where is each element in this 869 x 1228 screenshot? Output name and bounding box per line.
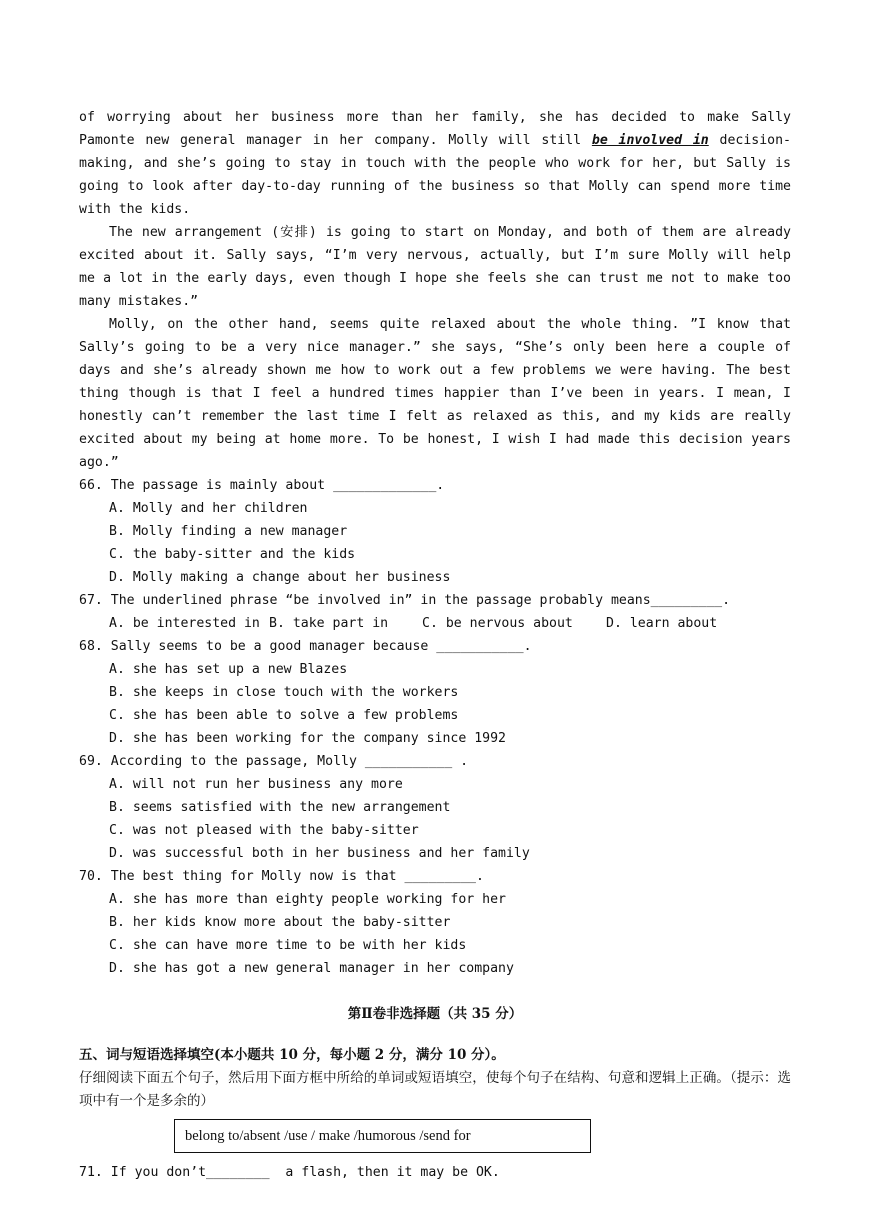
question-71: 71. If you don’t________ a flash, then it may be OK. xyxy=(79,1165,500,1180)
option-c: C. the baby-sitter and the kids xyxy=(109,547,356,562)
question-67 xyxy=(79,589,791,635)
question-68 xyxy=(79,635,791,750)
section-2-title: 第Ⅱ卷非选择题（共 35 分） xyxy=(347,1006,523,1022)
question-stem: 70. The best thing for Molly now is that _________. xyxy=(79,869,484,884)
part-5-instructions: 仔细阅读下面五个句子，然后用下面方框中所给的单词或短语填空，使每个句子在结构、句意和逻辑上正确。（提示：选项中有一个是多余的） xyxy=(79,1070,791,1109)
question-69 xyxy=(79,750,791,865)
option-a: A. be interested in xyxy=(109,616,260,631)
option-b: B. seems satisfied with the new arrangement xyxy=(109,800,451,815)
passage-text: decision- making, and she’s going to stay in touch with the people who work for her, but Sally is going to look after day-to-day running of the business so that Molly can spend more time with the kids. xyxy=(79,133,792,217)
option-b: B. her kids know more about the baby-sitter xyxy=(109,915,451,930)
option-d: D. she has got a new general manager in her company xyxy=(109,961,514,976)
option-d: D. was successful both in her business and her family xyxy=(109,846,530,861)
part-5-title: 五、词与短语选择填空(本小题共 10 分，每小题 2 分，满分 10 分）。 xyxy=(79,1047,505,1063)
exam-page xyxy=(79,106,791,1184)
question-66 xyxy=(79,474,791,589)
option-d: D. she has been working for the company since 1992 xyxy=(109,731,506,746)
passage-paragraph-3: Molly, on the other hand, seems quite relaxed about the whole thing. ”I know that Sally’s going to be a very nice manager.” she says, “She’s only been here a couple of days and she’s already shown me how to work out a few problems we were having. The best thing though is that I feel a hundred times happier than I’ve been in years. I mean, I honestly can’t remember the last time I felt as relaxed as this, and my kids are really excited about my being at home more. To be honest, I wish I had made this decision years ago.” xyxy=(79,317,791,470)
option-d: D. learn about xyxy=(606,616,718,631)
underlined-phrase: be involved in xyxy=(591,133,709,148)
question-stem: 67. The underlined phrase “be involved in” in the passage probably means_________. xyxy=(79,593,731,608)
question-stem: 66. The passage is mainly about _____________. xyxy=(79,478,445,493)
word-box: belong to/absent /use / make /humorous /send for xyxy=(174,1119,591,1153)
question-stem: 68. Sally seems to be a good manager because ___________. xyxy=(79,639,532,654)
option-b: B. she keeps in close touch with the workers xyxy=(109,685,459,700)
options-row xyxy=(79,612,791,635)
question-stem: 69. According to the passage, Molly ___________ . xyxy=(79,754,469,769)
option-c: C. be nervous about xyxy=(422,616,573,631)
option-c: C. she has been able to solve a few problems xyxy=(109,708,459,723)
passage-paragraph-2: The new arrangement (安排) is going to start on Monday, and both of them are already excited about it. Sally says, “I’m very nervous, actually, but I’m sure Molly will help me a lot in the early days, even though I hope she feels she can trust me not to make too many mistakes.” xyxy=(79,225,791,309)
option-a: A. will not run her business any more xyxy=(109,777,403,792)
passage-text: of worrying about her business more than her family, she has decided to make Sally Pamonte new general manager in her company. Molly will still xyxy=(79,110,791,148)
option-a: A. Molly and her children xyxy=(109,501,308,516)
option-c: C. was not pleased with the baby-sitter xyxy=(109,823,419,838)
option-c: C. she can have more time to be with her kids xyxy=(109,938,467,953)
passage-paragraph-1 xyxy=(79,106,791,221)
question-70 xyxy=(79,865,791,980)
option-b: B. Molly finding a new manager xyxy=(109,524,348,539)
option-a: A. she has set up a new Blazes xyxy=(109,662,348,677)
option-a: A. she has more than eighty people working for her xyxy=(109,892,506,907)
option-d: D. Molly making a change about her business xyxy=(109,570,451,585)
option-b: B. take part in xyxy=(269,616,389,631)
